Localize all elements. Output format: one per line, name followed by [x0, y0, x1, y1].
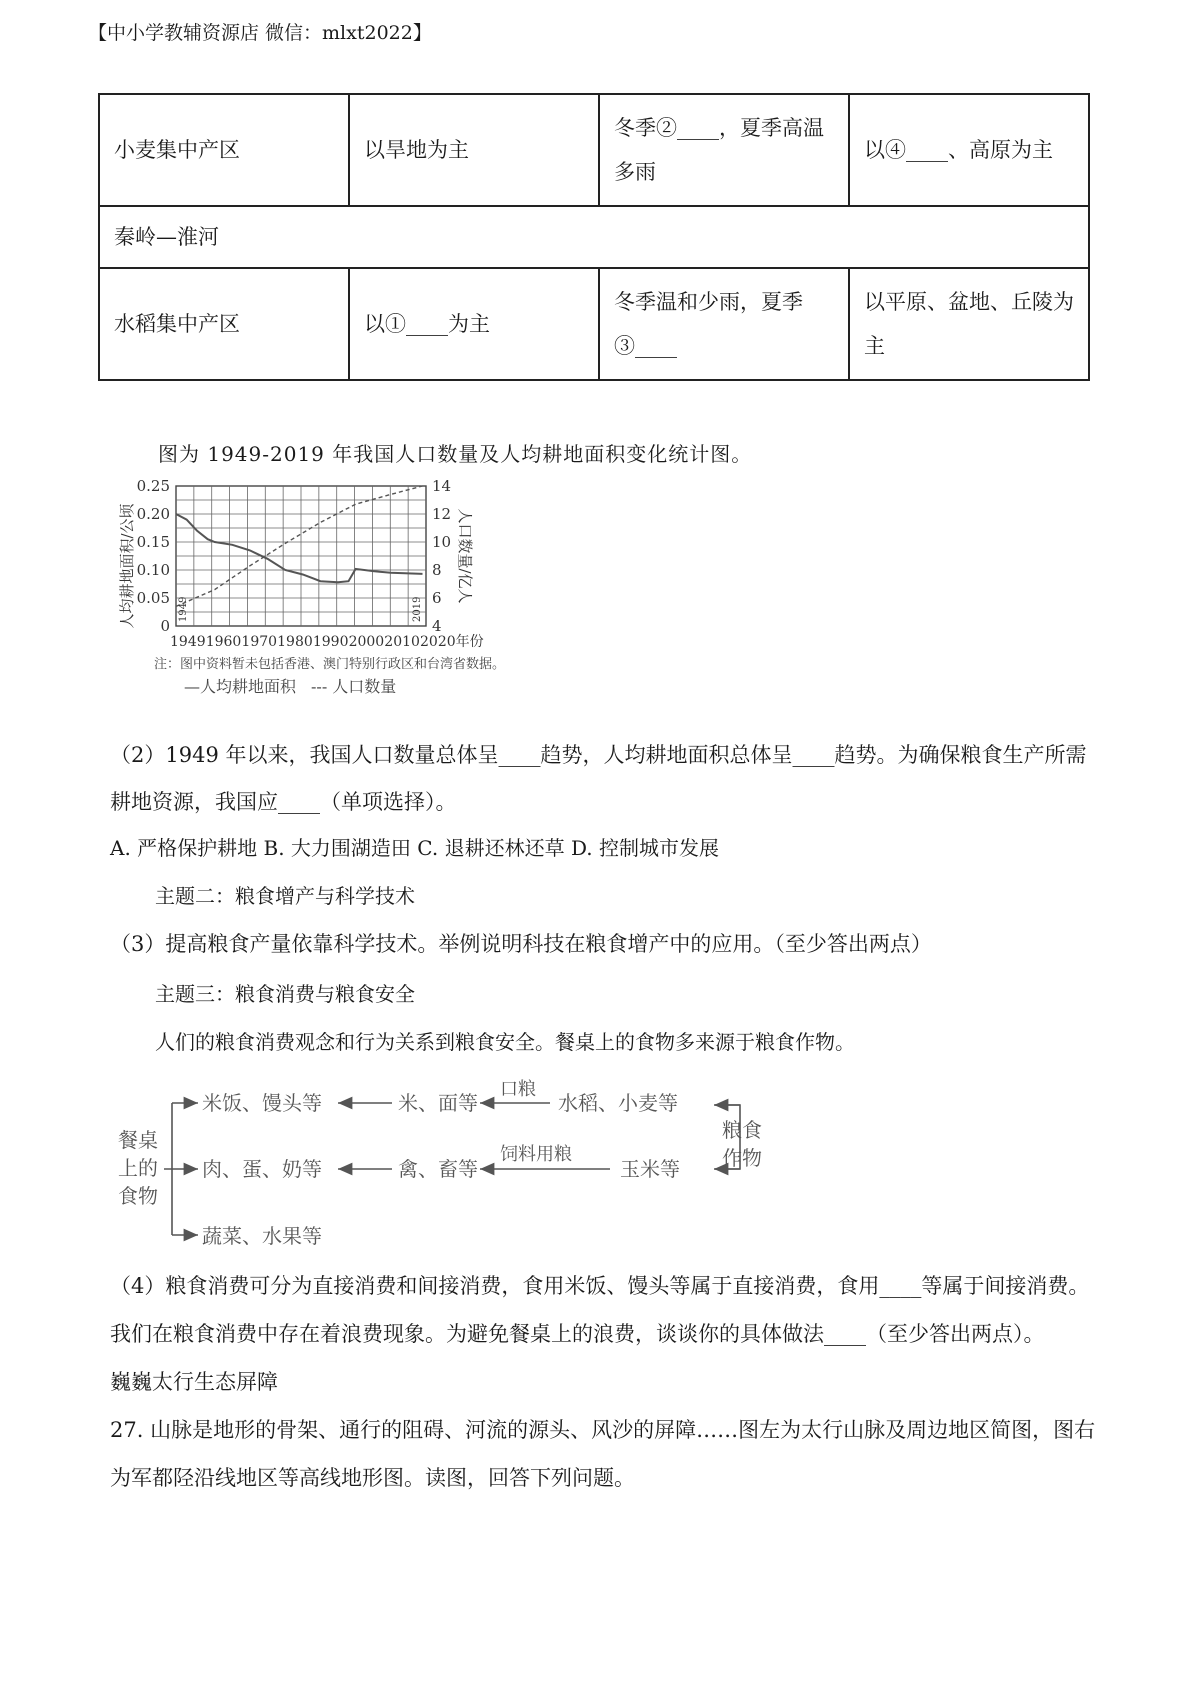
y-left-tick-label: 0: [160, 617, 170, 635]
y-left-tick-label: 0.25: [136, 478, 170, 495]
rice-wheat-label: 水稻、小麦等: [558, 1091, 678, 1115]
x-tick-label: 1960: [205, 634, 242, 650]
table-row: [99, 268, 1089, 380]
rice-bun-label: 米饭、馒头等: [202, 1091, 322, 1115]
x-tick-label: 2010: [384, 634, 420, 650]
meat-egg-milk-label: 肉、蛋、奶等: [202, 1157, 322, 1181]
x-tick-label: 1970: [241, 634, 278, 650]
table-cell: 以平原、盆地、丘陵为主: [849, 268, 1089, 380]
table-cell: 水稻集中产区: [99, 268, 349, 380]
y-right-tick-label: 8: [432, 561, 442, 579]
farmland-per-capita-line: [176, 514, 423, 582]
corn-label: 玉米等: [620, 1157, 680, 1181]
y-right-tick-label: 4: [432, 617, 442, 635]
x-tick-label: 2000: [348, 634, 385, 650]
ration-label: 口粮: [500, 1079, 536, 1100]
rice-flour-label: 米、面等: [398, 1091, 478, 1115]
feed-grain-label: 饲料用粮: [500, 1144, 572, 1165]
q27-line1: 27. 山脉是地形的骨架、通行的阻碍、河流的源头、风沙的屏障……图左为太行山脉及周边地区简图，图右: [110, 1418, 1096, 1442]
y-left-tick-label: 0.15: [136, 533, 170, 551]
veg-fruit-label: 蔬菜、水果等: [202, 1224, 322, 1248]
x-tick-label: 1990: [312, 634, 349, 650]
y-right-tick-label: 14: [432, 478, 452, 495]
chart-caption: 图为 1949-2019 年我国人口数量及人均耕地面积变化统计图。: [158, 442, 753, 466]
x-tick-label: 1980: [277, 634, 313, 650]
table-divider-cell: 秦岭—淮河: [99, 206, 1089, 268]
q27-line2: 为军都陉沿线地区等高线地形图。读图，回答下列问题。: [110, 1466, 635, 1490]
y-right-tick-label: 12: [432, 505, 452, 523]
section-heading: 巍巍太行生态屏障: [110, 1370, 278, 1394]
x-tick-label: 2020年份: [420, 634, 484, 650]
table-cell: 以①____为主: [349, 268, 599, 380]
y-left-axis-title: 人均耕地面积/公顷: [118, 503, 136, 629]
grain-crop-label-l2: 作物: [722, 1146, 762, 1170]
table-cell: 冬季温和少雨，夏季③____: [599, 268, 849, 380]
x-tick-label: 1949: [170, 634, 206, 650]
q4-line2: 我们在粮食消费中存在着浪费现象。为避免餐桌上的浪费，谈谈你的具体做法____（至少答出两点）。: [110, 1322, 1045, 1346]
table-row: [99, 206, 1089, 268]
theme-three-intro: 人们的粮食消费观念和行为关系到粮食安全。餐桌上的食物多来源于粮食作物。: [155, 1030, 855, 1054]
end-year-marker: 2019: [412, 596, 423, 622]
y-right-axis-title: 人口数量/亿人: [456, 508, 474, 604]
table-food-label-l2: 上的: [118, 1156, 158, 1180]
grain-crop-label-l1: 粮食: [722, 1118, 762, 1142]
table-cell: 以④____、高原为主: [849, 94, 1089, 206]
table-cell: 以旱地为主: [349, 94, 599, 206]
theme-two-heading: 主题二：粮食增产与科学技术: [155, 884, 415, 908]
q2-options: A. 严格保护耕地 B. 大力围湖造田 C. 退耕还林还草 D. 控制城市发展: [110, 836, 719, 860]
theme-three-heading: 主题三：粮食消费与粮食安全: [155, 982, 415, 1006]
food-flow-diagram: [110, 1075, 790, 1253]
crop-region-table: [98, 93, 1090, 381]
q3-text: （3）提高粮食产量依靠科学技术。举例说明科技在粮食增产中的应用。（至少答出两点）: [110, 932, 932, 956]
q2-line1: （2）1949 年以来，我国人口数量总体呈____趋势，人均耕地面积总体呈____趋势。为确保粮食生产所需: [110, 743, 1087, 767]
table-food-label-l3: 食物: [118, 1184, 158, 1208]
page-header: 【中小学教辅资源店 微信：mlxt2022】: [88, 22, 432, 44]
y-right-tick-label: 6: [432, 589, 442, 607]
y-left-tick-label: 0.10: [136, 561, 170, 579]
legend-farmland: —人均耕地面积: [184, 677, 297, 696]
start-year-marker: 1949: [178, 596, 189, 622]
table-cell: 冬季②____，夏季高温多雨: [599, 94, 849, 206]
y-left-tick-label: 0.05: [136, 589, 170, 607]
population-line: [176, 486, 423, 606]
table-cell: 小麦集中产区: [99, 94, 349, 206]
poultry-livestock-label: 禽、畜等: [398, 1157, 478, 1181]
q4-line1: （4）粮食消费可分为直接消费和间接消费，食用米饭、馒头等属于直接消费，食用____等属于间接消费。: [110, 1274, 1090, 1298]
population-farmland-chart: [108, 478, 628, 730]
table-food-label-l1: 餐桌: [118, 1128, 158, 1152]
legend-population: --- 人口数量: [311, 677, 397, 696]
y-right-tick-label: 10: [432, 533, 452, 551]
y-left-tick-label: 0.20: [136, 505, 170, 523]
q2-line2: 耕地资源，我国应____（单项选择）。: [110, 790, 457, 814]
table-row: [99, 94, 1089, 206]
chart-note: 注：图中资料暂未包括香港、澳门特别行政区和台湾省数据。: [154, 657, 506, 672]
